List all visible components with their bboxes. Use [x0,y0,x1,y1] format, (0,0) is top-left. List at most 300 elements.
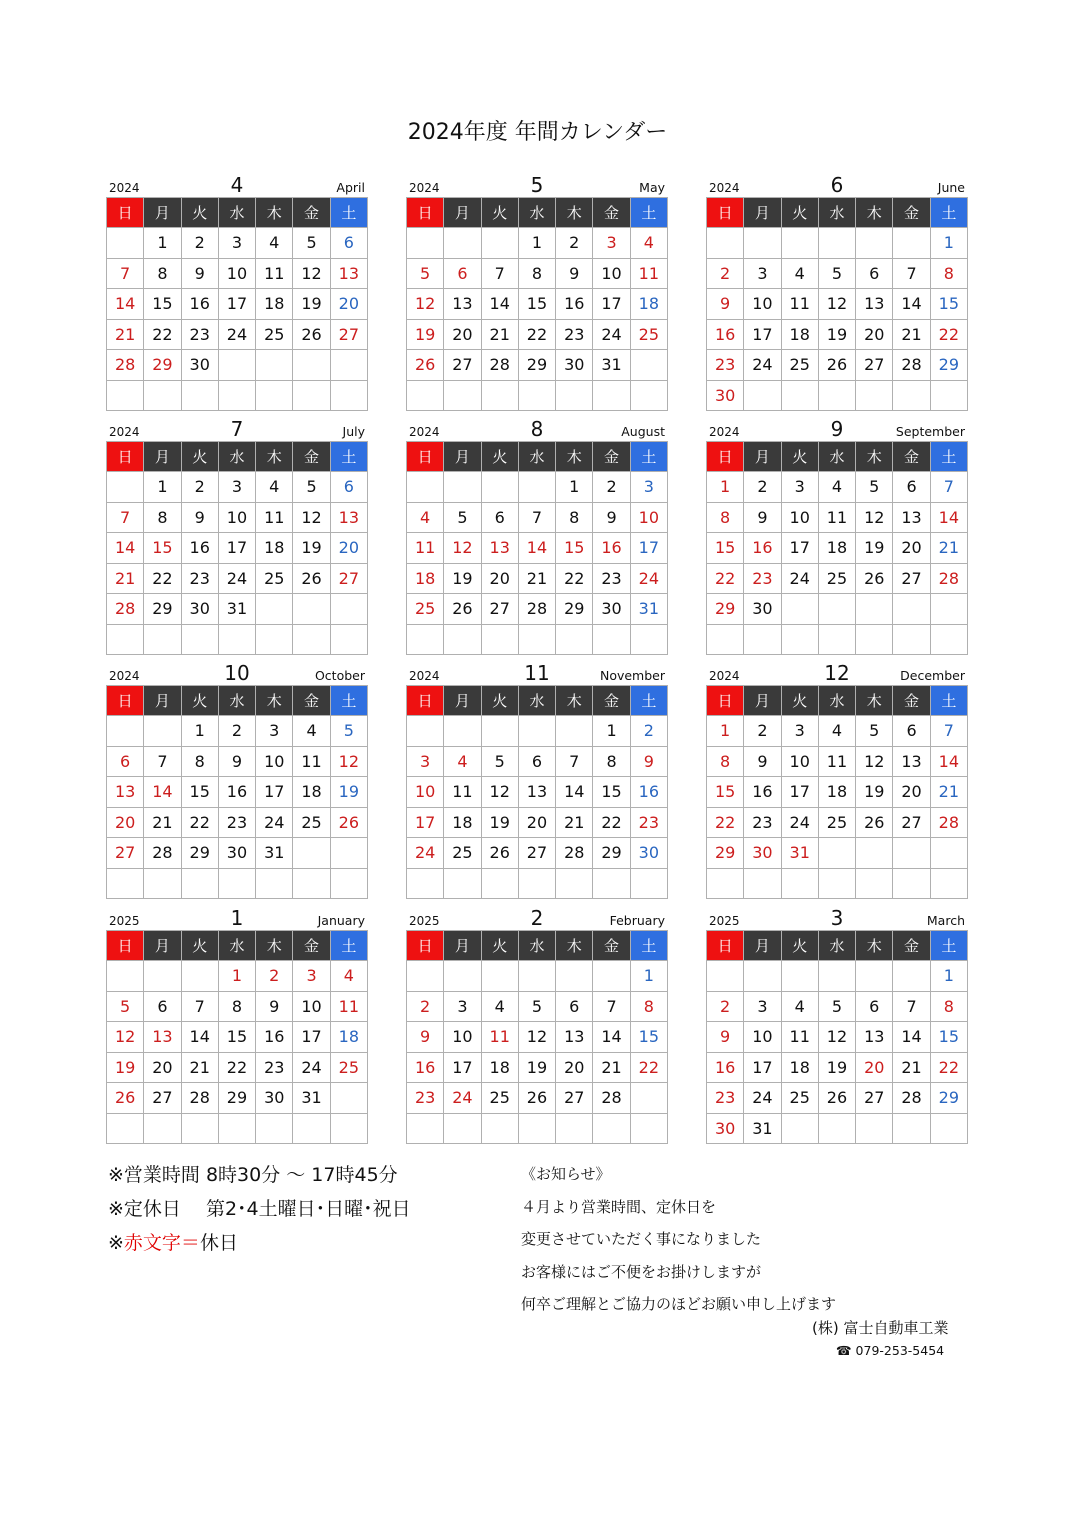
day-cell: 3 [218,472,255,503]
day-cell: 4 [818,716,855,747]
weekday-header: 金 [893,442,930,472]
empty-day-cell [818,868,855,899]
day-cell: 23 [593,563,630,594]
empty-day-cell [593,1113,630,1144]
empty-day-cell [256,624,293,655]
month-calendar [106,172,368,411]
empty-day-cell [630,624,667,655]
day-cell: 26 [330,807,367,838]
weekday-header: 火 [481,442,518,472]
day-cell: 10 [744,289,781,320]
empty-day-cell [556,1113,593,1144]
weekday-header: 水 [518,931,555,961]
week-row [107,350,368,381]
day-cell: 4 [256,472,293,503]
empty-day-cell [407,472,444,503]
day-cell: 12 [818,289,855,320]
day-cell: 13 [556,1022,593,1053]
week-row [707,594,968,625]
day-cell: 10 [218,502,255,533]
day-cell: 13 [893,746,930,777]
day-cell: 8 [593,746,630,777]
weekday-header: 金 [293,686,330,716]
empty-day-cell [593,961,630,992]
day-cell: 3 [781,716,818,747]
month-year: 2024 [709,669,740,683]
day-cell: 15 [518,289,555,320]
day-cell: 8 [218,991,255,1022]
day-cell: 10 [781,502,818,533]
month-table [706,197,968,411]
day-cell: 7 [930,472,967,503]
day-cell: 20 [481,563,518,594]
empty-day-cell [407,228,444,259]
day-cell: 27 [107,838,144,869]
weekday-header: 火 [781,931,818,961]
day-cell: 7 [893,991,930,1022]
day-cell: 13 [856,289,893,320]
day-cell: 5 [518,991,555,1022]
week-row [407,868,668,899]
day-cell: 6 [444,258,481,289]
month-number: 4 [230,173,244,197]
weekday-header: 土 [630,442,667,472]
empty-day-cell [407,961,444,992]
empty-day-cell [218,380,255,411]
weekday-header: 日 [707,198,744,228]
week-row [407,838,668,869]
day-cell: 28 [930,807,967,838]
day-cell: 28 [181,1083,218,1114]
day-cell: 23 [181,319,218,350]
day-cell: 5 [330,716,367,747]
month-english-name: January [317,913,365,928]
day-cell: 22 [707,563,744,594]
day-cell: 9 [707,289,744,320]
day-cell: 28 [144,838,181,869]
empty-day-cell [293,868,330,899]
month-year: 2025 [709,914,740,928]
month-number: 1 [230,906,244,930]
month-header [106,905,368,930]
weekday-header: 木 [256,931,293,961]
day-cell: 8 [144,258,181,289]
day-cell: 10 [630,502,667,533]
day-cell: 10 [744,1022,781,1053]
empty-day-cell [781,594,818,625]
day-cell: 7 [481,258,518,289]
week-row [707,472,968,503]
day-cell: 28 [930,563,967,594]
weekday-header: 火 [481,198,518,228]
day-cell: 27 [856,1083,893,1114]
empty-day-cell [330,868,367,899]
day-cell: 5 [407,258,444,289]
day-cell: 22 [593,807,630,838]
day-cell: 18 [481,1052,518,1083]
empty-day-cell [444,228,481,259]
week-row [707,319,968,350]
month-english-name: September [895,424,965,439]
day-cell: 13 [518,777,555,808]
day-cell: 20 [856,1052,893,1083]
month-year: 2024 [109,669,140,683]
empty-day-cell [556,868,593,899]
day-cell: 6 [481,502,518,533]
phone-number: ☎ 079-253-5454 [836,1343,945,1358]
week-row [407,563,668,594]
weekday-header: 日 [707,931,744,961]
empty-day-cell [818,624,855,655]
empty-day-cell [744,961,781,992]
day-cell: 5 [818,991,855,1022]
day-cell: 23 [218,807,255,838]
month-header [406,905,668,930]
day-cell: 19 [444,563,481,594]
week-row [107,258,368,289]
day-cell: 26 [818,1083,855,1114]
day-cell: 12 [330,746,367,777]
month-year: 2024 [409,181,440,195]
day-cell: 30 [630,838,667,869]
day-cell: 21 [107,319,144,350]
weekday-header: 土 [630,686,667,716]
day-cell: 18 [330,1022,367,1053]
day-cell: 21 [930,777,967,808]
day-cell: 19 [856,777,893,808]
empty-day-cell [893,594,930,625]
day-cell: 20 [107,807,144,838]
color-legend [108,1226,411,1260]
day-cell: 3 [781,472,818,503]
day-cell: 19 [856,533,893,564]
weekday-header: 火 [181,442,218,472]
day-cell: 29 [218,1083,255,1114]
week-row [107,1083,368,1114]
day-cell: 27 [481,594,518,625]
empty-day-cell [330,624,367,655]
month-number: 9 [830,417,844,441]
empty-day-cell [630,350,667,381]
empty-day-cell [518,1113,555,1144]
month-number: 12 [824,661,850,685]
day-cell: 2 [744,716,781,747]
day-cell: 4 [407,502,444,533]
month-year: 2024 [709,425,740,439]
day-cell: 4 [330,961,367,992]
day-cell: 9 [707,1022,744,1053]
weekday-header: 木 [256,198,293,228]
weekday-header-row [707,686,968,716]
week-row [407,1022,668,1053]
month-table [106,930,368,1144]
week-row [407,319,668,350]
day-cell: 9 [407,1022,444,1053]
day-cell: 14 [518,533,555,564]
day-cell: 7 [556,746,593,777]
weekday-header: 火 [781,442,818,472]
day-cell: 15 [930,1022,967,1053]
weekday-header: 水 [518,442,555,472]
week-row [707,1083,968,1114]
empty-day-cell [630,1113,667,1144]
weekday-header: 火 [781,686,818,716]
day-cell: 5 [107,991,144,1022]
day-cell: 7 [107,258,144,289]
empty-day-cell [444,868,481,899]
empty-day-cell [707,961,744,992]
day-cell: 31 [781,838,818,869]
empty-day-cell [330,1083,367,1114]
day-cell: 11 [444,777,481,808]
day-cell: 7 [930,716,967,747]
day-cell: 25 [818,807,855,838]
day-cell: 24 [256,807,293,838]
empty-day-cell [107,1113,144,1144]
week-row [707,533,968,564]
day-cell: 14 [107,289,144,320]
day-cell: 1 [707,716,744,747]
day-cell: 12 [518,1022,555,1053]
day-cell: 3 [744,991,781,1022]
day-cell: 11 [630,258,667,289]
weekday-header: 日 [707,442,744,472]
day-cell: 8 [630,991,667,1022]
month-number: 2 [530,906,544,930]
day-cell: 26 [481,838,518,869]
day-cell: 28 [556,838,593,869]
day-cell: 16 [181,289,218,320]
day-cell: 20 [856,319,893,350]
empty-day-cell [107,472,144,503]
day-cell: 13 [144,1022,181,1053]
day-cell: 27 [330,319,367,350]
empty-day-cell [744,380,781,411]
empty-day-cell [856,594,893,625]
empty-day-cell [218,624,255,655]
weekday-header: 水 [218,442,255,472]
empty-day-cell [107,380,144,411]
day-cell: 8 [556,502,593,533]
day-cell: 24 [293,1052,330,1083]
day-cell: 1 [630,961,667,992]
empty-day-cell [744,624,781,655]
empty-day-cell [630,868,667,899]
empty-day-cell [556,961,593,992]
legend-red-text: 赤文字＝ [123,1232,200,1254]
empty-day-cell [781,380,818,411]
day-cell: 5 [481,746,518,777]
day-cell: 11 [256,258,293,289]
day-cell: 16 [707,1052,744,1083]
empty-day-cell [518,716,555,747]
month-year: 2024 [109,425,140,439]
week-row [107,777,368,808]
day-cell: 23 [556,319,593,350]
week-row [407,380,668,411]
empty-day-cell [481,961,518,992]
day-cell: 8 [518,258,555,289]
empty-day-cell [707,868,744,899]
day-cell: 10 [256,746,293,777]
notice-box [521,1158,836,1321]
day-cell: 17 [744,319,781,350]
day-cell: 10 [444,1022,481,1053]
day-cell: 4 [630,228,667,259]
month-calendar [406,660,668,899]
day-cell: 8 [930,991,967,1022]
day-cell: 23 [707,350,744,381]
week-row [107,319,368,350]
empty-day-cell [856,1113,893,1144]
day-cell: 4 [293,716,330,747]
day-cell: 4 [256,228,293,259]
weekday-header: 金 [593,686,630,716]
week-row [407,472,668,503]
empty-day-cell [144,380,181,411]
day-cell: 18 [781,1052,818,1083]
day-cell: 29 [144,594,181,625]
day-cell: 21 [107,563,144,594]
day-cell: 21 [556,807,593,838]
empty-day-cell [444,624,481,655]
week-row [407,1052,668,1083]
day-cell: 30 [707,380,744,411]
day-cell: 1 [518,228,555,259]
day-cell: 18 [818,533,855,564]
month-year: 2024 [109,181,140,195]
day-cell: 24 [781,807,818,838]
empty-day-cell [781,228,818,259]
empty-day-cell [893,961,930,992]
empty-day-cell [518,380,555,411]
day-cell: 11 [293,746,330,777]
day-cell: 11 [330,991,367,1022]
month-table [406,441,668,655]
day-cell: 3 [407,746,444,777]
closed-days: ※定休日 第2･4土曜日･日曜･祝日 [108,1198,411,1220]
day-cell: 10 [593,258,630,289]
day-cell: 14 [481,289,518,320]
week-row [107,1022,368,1053]
day-cell: 7 [518,502,555,533]
weekday-header: 日 [107,198,144,228]
day-cell: 19 [107,1052,144,1083]
weekday-header: 火 [481,686,518,716]
weekday-header: 月 [144,198,181,228]
empty-day-cell [444,961,481,992]
day-cell: 1 [593,716,630,747]
empty-day-cell [518,868,555,899]
day-cell: 27 [144,1083,181,1114]
day-cell: 16 [407,1052,444,1083]
day-cell: 22 [144,563,181,594]
weekday-header: 土 [930,686,967,716]
month-calendar [406,172,668,411]
empty-day-cell [330,1113,367,1144]
day-cell: 31 [744,1113,781,1144]
day-cell: 30 [218,838,255,869]
week-row [407,624,668,655]
empty-day-cell [930,380,967,411]
day-cell: 18 [444,807,481,838]
day-cell: 18 [818,777,855,808]
day-cell: 28 [481,350,518,381]
week-row [107,1052,368,1083]
empty-day-cell [330,350,367,381]
day-cell: 21 [144,807,181,838]
day-cell: 25 [407,594,444,625]
day-cell: 13 [330,258,367,289]
day-cell: 20 [556,1052,593,1083]
empty-day-cell [856,228,893,259]
empty-day-cell [781,1113,818,1144]
weekday-header: 火 [181,198,218,228]
day-cell: 29 [707,594,744,625]
day-cell: 22 [930,319,967,350]
day-cell: 5 [444,502,481,533]
empty-day-cell [107,624,144,655]
weekday-header: 月 [744,686,781,716]
weekday-header: 木 [856,198,893,228]
empty-day-cell [593,868,630,899]
day-cell: 16 [181,533,218,564]
month-header [706,660,968,685]
day-cell: 17 [781,777,818,808]
day-cell: 17 [630,533,667,564]
day-cell: 2 [556,228,593,259]
week-row [707,961,968,992]
day-cell: 12 [293,258,330,289]
day-cell: 3 [256,716,293,747]
weekday-header-row [107,442,368,472]
empty-day-cell [781,868,818,899]
day-cell: 15 [144,289,181,320]
day-cell: 12 [481,777,518,808]
day-cell: 7 [593,991,630,1022]
empty-day-cell [481,1113,518,1144]
day-cell: 22 [930,1052,967,1083]
week-row [707,563,968,594]
weekday-header-row [407,198,668,228]
week-row [407,228,668,259]
weekday-header-row [107,931,368,961]
weekday-header: 水 [818,931,855,961]
empty-day-cell [481,868,518,899]
week-row [407,1113,668,1144]
week-row [107,838,368,869]
day-cell: 15 [707,533,744,564]
day-cell: 28 [107,594,144,625]
day-cell: 23 [744,807,781,838]
week-row [707,624,968,655]
day-cell: 17 [218,533,255,564]
day-cell: 14 [593,1022,630,1053]
weekday-header: 日 [107,686,144,716]
day-cell: 18 [630,289,667,320]
day-cell: 4 [481,991,518,1022]
day-cell: 26 [444,594,481,625]
weekday-header-row [707,931,968,961]
empty-day-cell [893,868,930,899]
day-cell: 24 [407,838,444,869]
week-row [707,380,968,411]
empty-day-cell [407,624,444,655]
day-cell: 2 [707,258,744,289]
empty-day-cell [181,380,218,411]
day-cell: 24 [630,563,667,594]
empty-day-cell [856,380,893,411]
